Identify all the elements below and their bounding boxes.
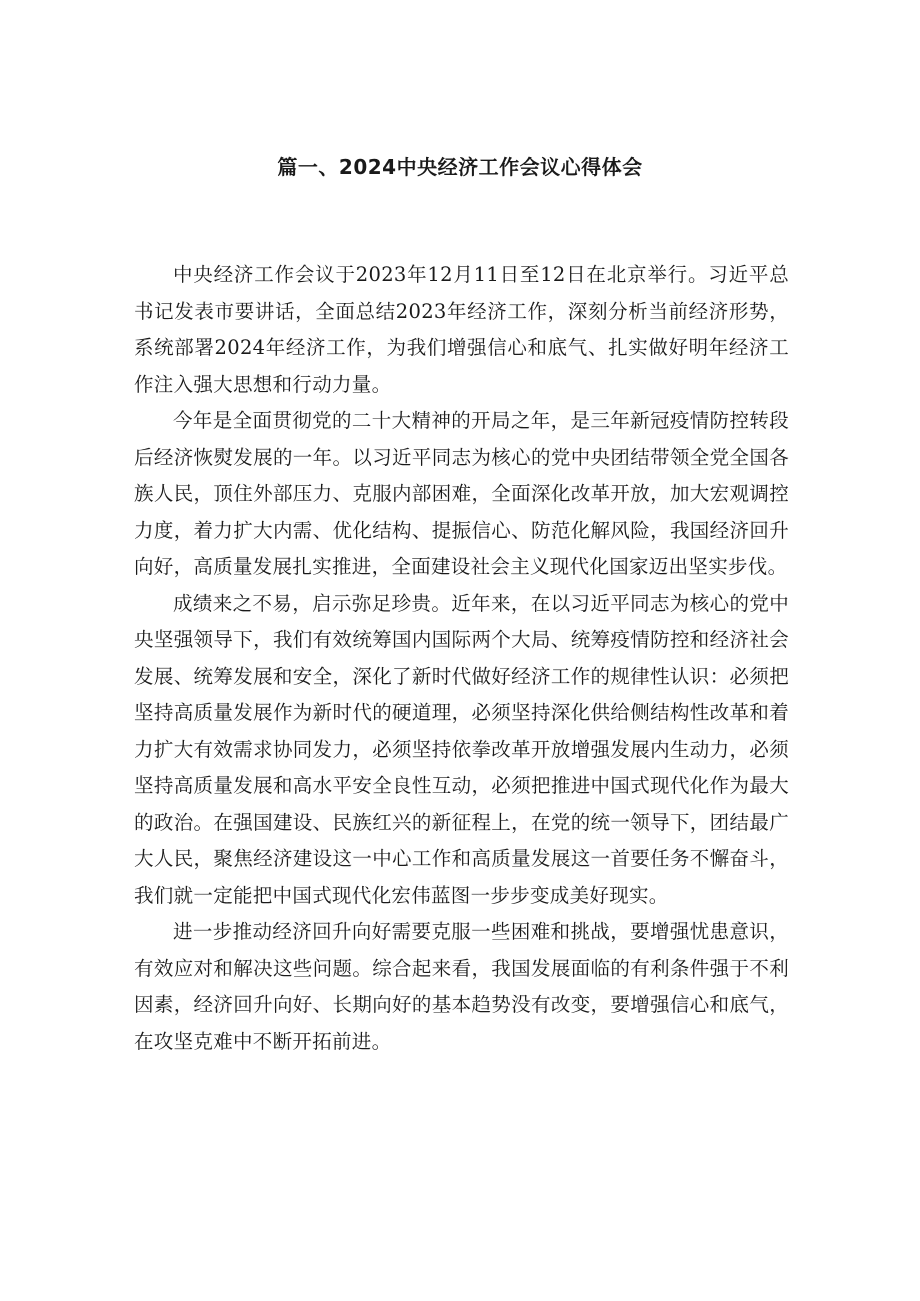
document-title: 篇一、2024中央经济工作会议心得体会 bbox=[277, 155, 643, 179]
document-body bbox=[134, 257, 789, 1060]
paragraph: 今年是全面贯彻党的二十大精神的开局之年，是三年新冠疫情防控转段后经济恢熨发展的一年。以习近平同志为核心的党中央团结带领全党全国各族人民，顶住外部压力、克服内部困难，全面深化改革开放，加大宏观调控力度，着力扩大内需、优化结构、提振信心、防范化解风险，我国经济回升向好，高质量发展扎实推进，全面建设社会主义现代化国家迈出坚实步伐。 bbox=[134, 409, 789, 578]
paragraph: 中央经济工作会议于2023年12月11日至12日在北京举行。习近平总书记发表市要讲话，全面总结2023年经济工作，深刻分析当前经济形势，系统部署2024年经济工作，为我们增强信心和底气、扎实做好明年经济工作注入强大思想和行动力量。 bbox=[134, 263, 789, 396]
paragraph: 进一步推动经济回升向好需要克服一些困难和挑战，要增强忧患意识，有效应对和解决这些问题。综合起来看，我国发展面临的有利条件强于不利因素，经济回升向好、长期向好的基本趋势没有改变，要增强信心和底气，在攻坚克难中不断开拓前进。 bbox=[134, 920, 789, 1053]
paragraph: 成绩来之不易，启示弥足珍贵。近年来，在以习近平同志为核心的党中央坚强领导下，我们有效统筹国内国际两个大局、统筹疫情防控和经济社会发展、统筹发展和安全，深化了新时代做好经济工作的规律性认识：必须把坚持高质量发展作为新时代的硬道理，必须坚持深化供给侧结构性改革和着力扩大有效需求协同发力，必须坚持依拳改革开放增强发展内生动力，必须坚持高质量发展和高水平安全良性互动，必须把推进中国式现代化作为最大的政治。在强国建设、民族红兴的新征程上，在党的统一领导下，团结最广大人民，聚焦经济建设这一中心工作和高质量发展这一首要任务不懈奋斗，我们就一定能把中国式现代化宏伟蓝图一步步变成美好现实。 bbox=[134, 591, 789, 907]
